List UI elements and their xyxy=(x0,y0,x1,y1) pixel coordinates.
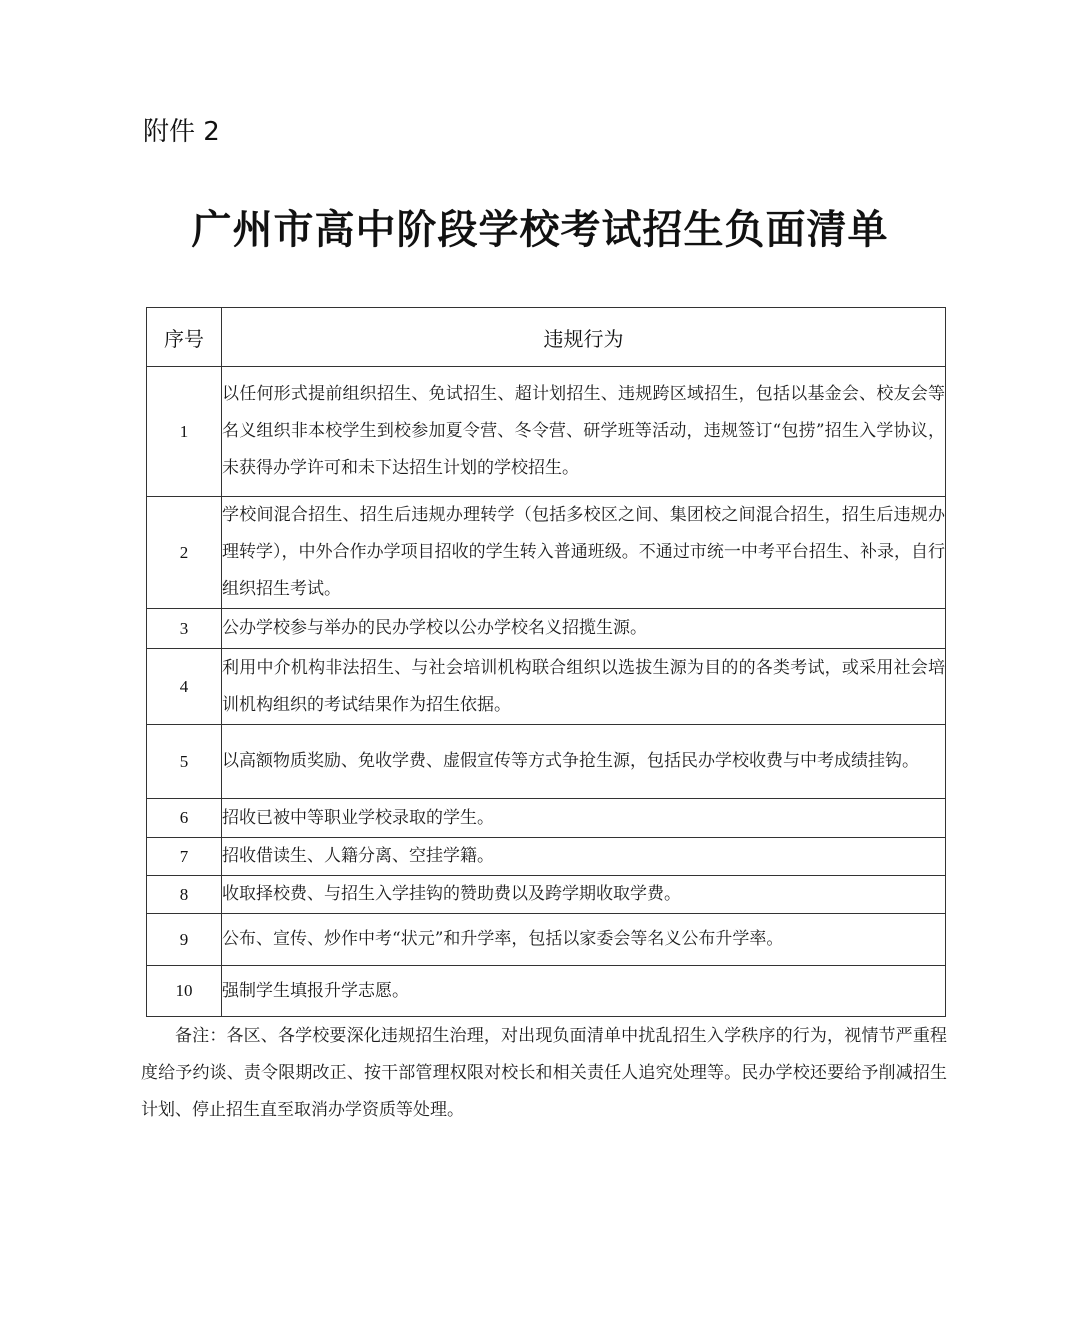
row-number: 2 xyxy=(147,497,222,609)
row-number: 1 xyxy=(147,367,222,497)
table-row xyxy=(147,609,946,649)
row-violation-text: 招收已被中等职业学校录取的学生。 xyxy=(222,799,946,838)
table-row xyxy=(147,876,946,914)
row-violation-text: 学校间混合招生、招生后违规办理转学（包括多校区之间、集团校之间混合招生，招生后违规办理转学），中外合作办学项目招收的学生转入普通班级。不通过市统一中考平台招生、补录，自行组织招生考试。 xyxy=(222,497,946,609)
row-number: 4 xyxy=(147,649,222,725)
row-violation-text: 收取择校费、与招生入学挂钩的赞助费以及跨学期收取学费。 xyxy=(222,876,946,914)
remarks-note: 备注：各区、各学校要深化违规招生治理，对出现负面清单中扰乱招生入学秩序的行为，视情节严重程度给予约谈、责令限期改正、按干部管理权限对校长和相关责任人追究处理等。民办学校还要给予削减招生计划、停止招生直至取消办学资质等处理。 xyxy=(141,1026,947,1120)
table-row xyxy=(147,367,946,497)
row-number: 7 xyxy=(147,838,222,876)
document-title: 广州市高中阶段学校考试招生负面清单 xyxy=(191,206,889,253)
header-serial-number: 序号 xyxy=(147,308,222,367)
table-row xyxy=(147,497,946,609)
table-row xyxy=(147,966,946,1017)
row-violation-text: 强制学生填报升学志愿。 xyxy=(222,966,946,1017)
row-number: 10 xyxy=(147,966,222,1017)
row-number: 8 xyxy=(147,876,222,914)
negative-list-table xyxy=(146,307,946,1017)
table-row xyxy=(147,838,946,876)
row-number: 6 xyxy=(147,799,222,838)
row-violation-text: 公办学校参与举办的民办学校以公办学校名义招揽生源。 xyxy=(222,609,946,649)
table-row xyxy=(147,649,946,725)
attachment-label: 附件 2 xyxy=(143,117,220,147)
row-violation-text: 公布、宣传、炒作中考“状元”和升学率，包括以家委会等名义公布升学率。 xyxy=(222,914,946,966)
row-number: 9 xyxy=(147,914,222,966)
row-number: 5 xyxy=(147,725,222,799)
row-violation-text: 以任何形式提前组织招生、免试招生、超计划招生、违规跨区域招生，包括以基金会、校友会等名义组织非本校学生到校参加夏令营、冬令营、研学班等活动，违规签订“包捞”招生入学协议，未获得办学许可和未下达招生计划的学校招生。 xyxy=(222,367,946,497)
table-header-row xyxy=(147,308,946,367)
table-row xyxy=(147,799,946,838)
row-violation-text: 招收借读生、人籍分离、空挂学籍。 xyxy=(222,838,946,876)
header-violation: 违规行为 xyxy=(222,308,946,367)
row-number: 3 xyxy=(147,609,222,649)
table-row xyxy=(147,725,946,799)
table-row xyxy=(147,914,946,966)
row-violation-text: 利用中介机构非法招生、与社会培训机构联合组织以选拔生源为目的的各类考试，或采用社会培训机构组织的考试结果作为招生依据。 xyxy=(222,649,946,725)
row-violation-text: 以高额物质奖励、免收学费、虚假宣传等方式争抢生源，包括民办学校收费与中考成绩挂钩。 xyxy=(222,725,946,799)
